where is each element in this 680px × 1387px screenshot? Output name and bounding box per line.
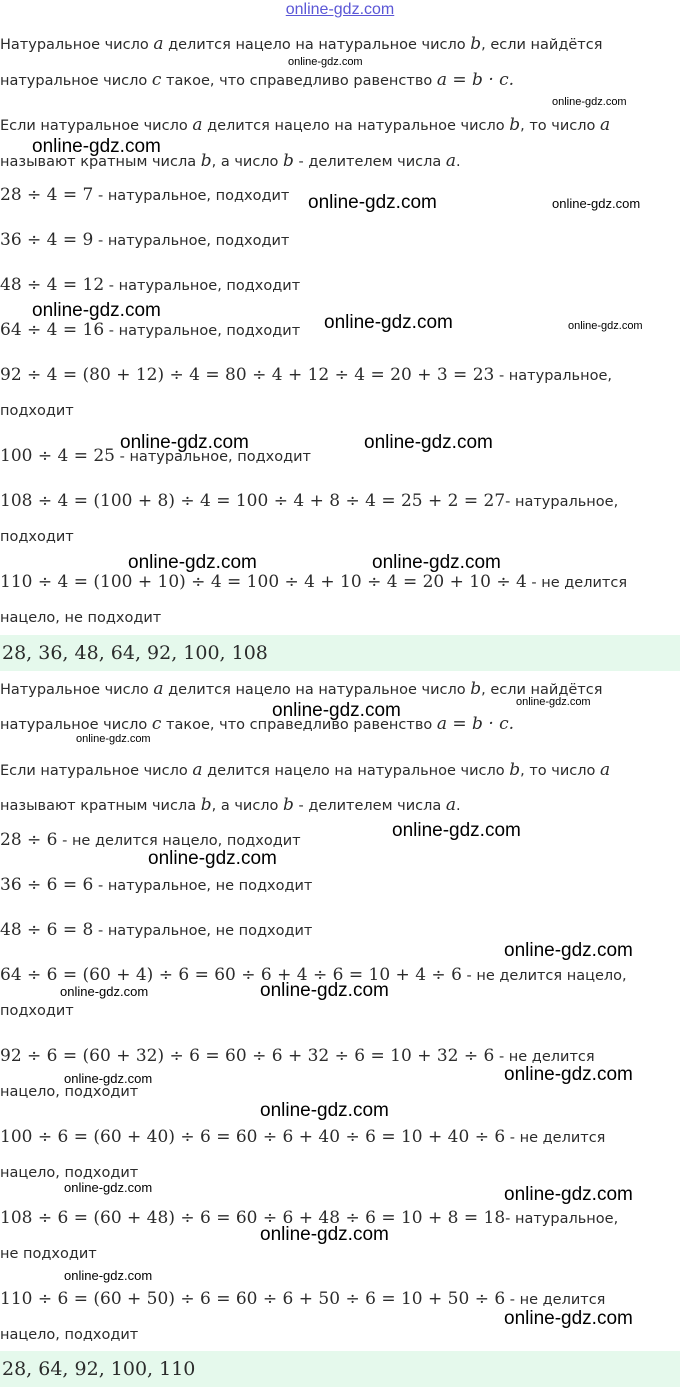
calc-line: 48 ÷ 4 = 12 - натуральное, подходит (0, 275, 301, 295)
answer-1: 28, 36, 48, 64, 92, 100, 108 (0, 635, 680, 671)
definition-line-1: Натуральное число a делится нацело на натуральное число b, если найдётся (0, 34, 603, 54)
calc-line: 100 ÷ 4 = 25 - натуральное, подходит (0, 446, 311, 466)
calc-line: 64 ÷ 4 = 16 - натуральное, подходит (0, 320, 301, 340)
watermark: online-gdz.com (308, 192, 437, 213)
watermark: online-gdz.com (324, 312, 453, 333)
definition-line-4: называют кратным числа b, а число b - делителем числа a. (0, 795, 461, 815)
calc-line: 64 ÷ 6 = (60 + 4) ÷ 6 = 60 ÷ 6 + 4 ÷ 6 = 10 + 4 ÷ 6 - не делится нацело, (0, 965, 627, 985)
watermark: online-gdz.com (32, 300, 161, 321)
definition-line-4: называют кратным числа b, а число b - делителем числа a. (0, 151, 461, 171)
calc-line: 28 ÷ 6 - не делится нацело, подходит (0, 830, 301, 850)
watermark: online-gdz.com (32, 136, 161, 157)
calc-line-continued: подходит (0, 529, 74, 545)
calc-line-continued: подходит (0, 1003, 74, 1019)
watermark: online-gdz.com (60, 984, 149, 999)
calc-line: 110 ÷ 6 = (60 + 50) ÷ 6 = 60 ÷ 6 + 50 ÷ 6 = 10 + 50 ÷ 6 - не делится (0, 1289, 606, 1309)
watermark: online-gdz.com (568, 320, 643, 332)
calc-line: 108 ÷ 6 = (60 + 48) ÷ 6 = 60 ÷ 6 + 48 ÷ 6 = 10 + 8 = 18- натуральное, (0, 1208, 619, 1228)
calc-line: 36 ÷ 4 = 9 - натуральное, подходит (0, 230, 290, 250)
calc-line-continued: нацело, подходит (0, 1165, 139, 1181)
watermark: online-gdz.com (504, 1064, 633, 1085)
watermark: online-gdz.com (260, 1224, 389, 1245)
watermark: online-gdz.com (148, 848, 277, 869)
calc-line: 110 ÷ 4 = (100 + 10) ÷ 4 = 100 ÷ 4 + 10 ÷ 4 = 20 + 10 ÷ 4 - не делится (0, 572, 628, 592)
site-watermark-top: online-gdz.com (285, 1, 395, 18)
watermark: online-gdz.com (504, 1308, 633, 1329)
watermark: online-gdz.com (64, 1268, 153, 1283)
watermark: online-gdz.com (552, 96, 627, 108)
calc-line: 92 ÷ 4 = (80 + 12) ÷ 4 = 80 ÷ 4 + 12 ÷ 4 = 20 + 3 = 23 - натуральное, (0, 365, 612, 385)
calc-line: 48 ÷ 6 = 8 - натуральное, не подходит (0, 920, 313, 940)
calc-line: 92 ÷ 6 = (60 + 32) ÷ 6 = 60 ÷ 6 + 32 ÷ 6 = 10 + 32 ÷ 6 - не делится (0, 1046, 595, 1066)
watermark: online-gdz.com (64, 1180, 153, 1195)
calc-line: 108 ÷ 4 = (100 + 8) ÷ 4 = 100 ÷ 4 + 8 ÷ 4 = 25 + 2 = 27- натуральное, (0, 491, 619, 511)
watermark: online-gdz.com (504, 1184, 633, 1205)
definition-line-3: Если натуральное число a делится нацело на натуральное число b, то число a (0, 760, 611, 780)
definition-line-1: Натуральное число a делится нацело на натуральное число b, если найдётся (0, 679, 603, 699)
calc-line-continued: нацело, подходит (0, 1327, 139, 1343)
definition-line-3: Если натуральное число a делится нацело на натуральное число b, то число a (0, 115, 611, 135)
watermark: online-gdz.com (516, 696, 591, 708)
calc-line-continued: нацело, не подходит (0, 610, 162, 626)
calc-line-continued: подходит (0, 403, 74, 419)
watermark: online-gdz.com (552, 196, 641, 211)
watermark: online-gdz.com (504, 940, 633, 961)
calc-line-continued: нацело, подходит (0, 1084, 139, 1100)
definition-line-2: натуральное число c такое, что справедливо равенство a = b · c. (0, 714, 515, 734)
watermark: online-gdz.com (260, 980, 389, 1001)
watermark: online-gdz.com (272, 700, 401, 721)
watermark: online-gdz.com (64, 1071, 153, 1086)
calc-line: 100 ÷ 6 = (60 + 40) ÷ 6 = 60 ÷ 6 + 40 ÷ 6 = 10 + 40 ÷ 6 - не делится (0, 1127, 606, 1147)
watermark: online-gdz.com (372, 552, 501, 573)
watermark: online-gdz.com (128, 552, 257, 573)
watermark: online-gdz.com (364, 432, 493, 453)
watermark: online-gdz.com (392, 820, 521, 841)
calc-line: 36 ÷ 6 = 6 - натуральное, не подходит (0, 875, 313, 895)
calc-line-continued: не подходит (0, 1246, 97, 1262)
definition-line-2: натуральное число c такое, что справедливо равенство a = b · c. (0, 70, 515, 90)
answer-2: 28, 64, 92, 100, 110 (0, 1351, 680, 1387)
watermark: online-gdz.com (288, 56, 363, 68)
watermark: online-gdz.com (120, 432, 249, 453)
watermark: online-gdz.com (76, 733, 151, 745)
calc-line: 28 ÷ 4 = 7 - натуральное, подходит (0, 185, 290, 205)
watermark: online-gdz.com (260, 1100, 389, 1121)
